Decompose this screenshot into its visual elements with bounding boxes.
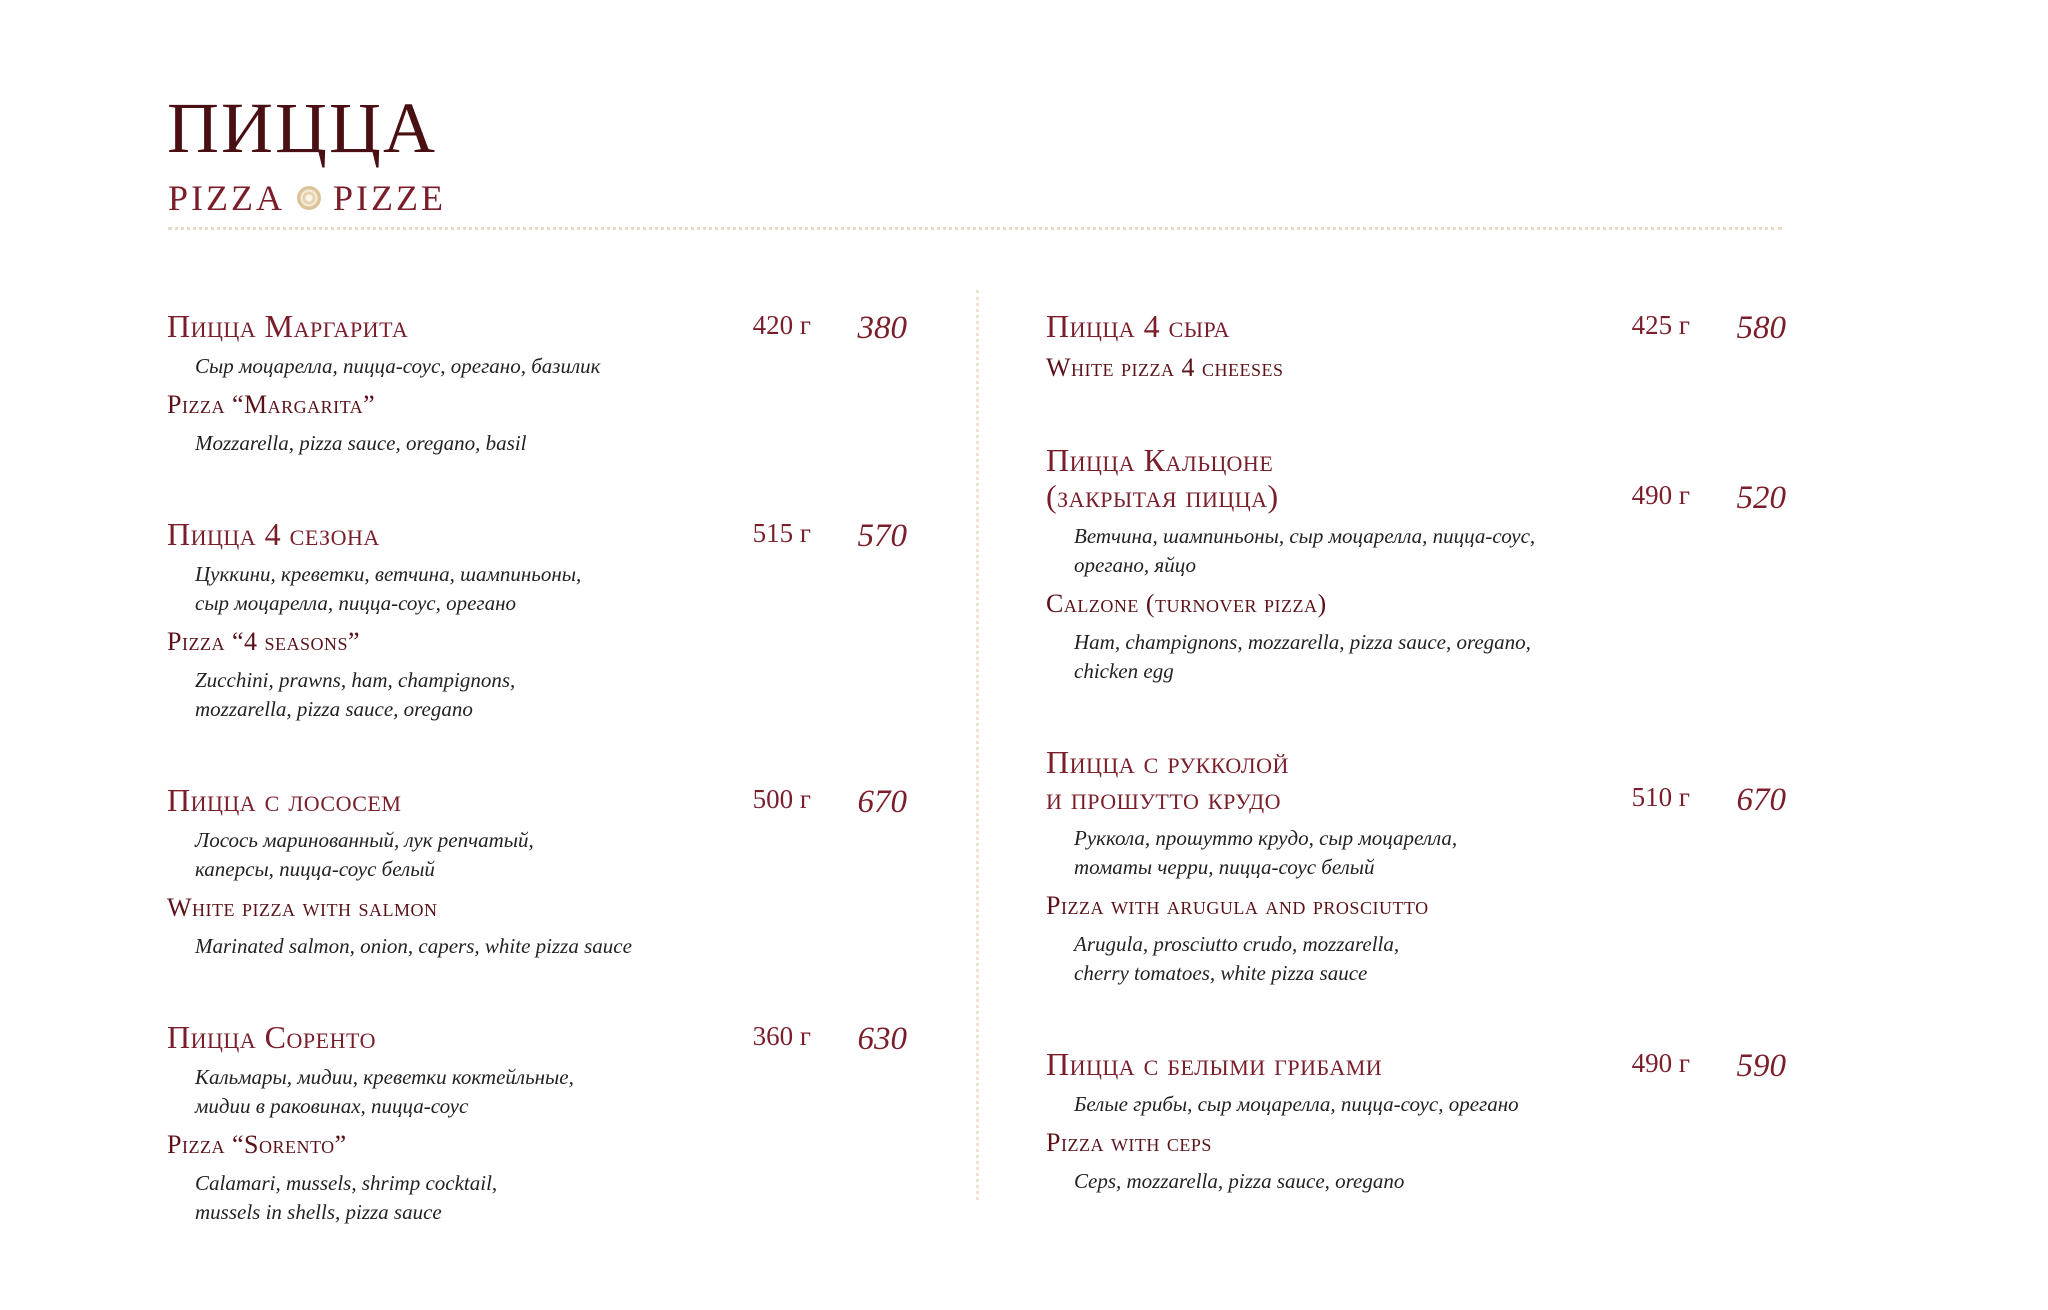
item-description-en-line: Ceps, mozzarella, pizza sauce, oregano <box>1074 1169 1405 1193</box>
item-description-ru-line: Лосось маринованный, лук репчатый, <box>195 828 534 852</box>
item-name-en: Pizza with ceps <box>1046 1128 1212 1157</box>
item-name-en: Pizza “4 seasons” <box>167 627 361 656</box>
item-description-ru <box>167 826 755 884</box>
item-name-ru-line: Пицца 4 сезона <box>167 516 380 552</box>
item-description-ru-line: сыр моцарелла, пицца-соус, орегано <box>195 591 517 615</box>
item-description-en-line: Zucchini, prawns, ham, champignons, <box>195 668 516 692</box>
menu-column-left <box>167 308 907 1227</box>
item-description-ru-line: Цуккини, креветки, ветчина, шампиньоны, <box>195 562 582 586</box>
item-description-ru-line: Сыр моцарелла, пицца-соус, орегано, базилик <box>195 354 601 378</box>
column-divider <box>976 290 979 1200</box>
item-name-ru <box>167 782 727 818</box>
item-description-ru <box>167 560 755 618</box>
item-price: 670 <box>1736 782 1786 818</box>
item-name-en: Pizza with arugula and prosciutto <box>1046 891 1429 920</box>
item-description-en-line: Marinated salmon, onion, capers, white pizza sauce <box>195 934 632 958</box>
item-description-en <box>1046 628 1634 686</box>
item-description-en-line: mussels in shells, pizza sauce <box>195 1200 442 1224</box>
menu-column-right <box>1046 308 1786 1196</box>
item-description-ru <box>1046 1090 1634 1119</box>
item-name-en: Calzone (turnover pizza) <box>1046 589 1327 618</box>
item-name-ru-line: (закрытая пицца) <box>1046 478 1279 514</box>
menu-item <box>1046 1046 1786 1196</box>
item-description-en-line: Ham, champignons, mozzarella, pizza sauce, oregano, <box>1074 630 1531 654</box>
item-name-ru <box>167 308 727 344</box>
ornament-icon <box>297 186 321 210</box>
item-description-ru-line: мидии в раковинах, пицца-соус <box>195 1094 469 1118</box>
item-description-ru <box>1046 522 1634 580</box>
item-name-en: White pizza 4 cheeses <box>1046 353 1284 382</box>
item-name-ru <box>1046 442 1606 514</box>
item-description-ru-line: Руккола, прошутто крудо, сыр моцарелла, <box>1074 826 1458 850</box>
item-description-en <box>167 1169 755 1227</box>
item-description-en-line: mozzarella, pizza sauce, oregano <box>195 697 473 721</box>
item-weight: 425 г <box>1631 310 1690 340</box>
item-description-ru <box>167 1063 755 1121</box>
item-description-en-line: chicken egg <box>1074 659 1174 683</box>
item-name-ru-line: Пицца Кальцоне <box>1046 442 1274 478</box>
subtitle-pizze: PIZZE <box>333 178 446 218</box>
item-description-en <box>167 666 755 724</box>
item-description-en-line: Calamari, mussels, shrimp cocktail, <box>195 1171 498 1195</box>
item-price: 520 <box>1736 480 1786 516</box>
item-name-en: White pizza with salmon <box>167 893 438 922</box>
item-name-ru <box>167 516 727 552</box>
item-name-ru-line: Пицца 4 сыра <box>1046 308 1230 344</box>
item-name-ru <box>1046 744 1606 816</box>
item-weight: 515 г <box>752 518 811 548</box>
item-description-en <box>167 932 755 961</box>
item-description-en-line: Arugula, prosciutto crudo, mozzarella, <box>1074 932 1400 956</box>
item-name-ru-line: Пицца Маргарита <box>167 308 409 344</box>
menu-item <box>167 516 907 724</box>
item-name-ru-line: Пицца с белыми грибами <box>1046 1046 1383 1082</box>
item-description-ru <box>167 352 755 381</box>
item-weight: 490 г <box>1631 480 1690 510</box>
item-description-ru-line: Кальмары, мидии, креветки коктейльные, <box>195 1065 574 1089</box>
item-description-en <box>1046 1167 1634 1196</box>
item-name-ru-line: Пицца с рукколой <box>1046 744 1289 780</box>
subtitle-pizza: PIZZA <box>168 178 285 218</box>
item-name-ru <box>1046 1046 1606 1082</box>
item-description-ru <box>1046 824 1634 882</box>
item-description-en-line: Mozzarella, pizza sauce, oregano, basil <box>195 431 527 455</box>
item-price: 670 <box>857 784 907 820</box>
item-name-en: Pizza “Margarita” <box>167 390 376 419</box>
item-name-ru <box>1046 308 1606 344</box>
item-name-ru-line: и прошутто крудо <box>1046 780 1282 816</box>
header-divider <box>168 227 1782 230</box>
item-weight: 510 г <box>1631 782 1690 812</box>
item-name-ru-line: Пицца Соренто <box>167 1019 376 1055</box>
item-price: 580 <box>1736 310 1786 346</box>
page-subtitle <box>168 180 446 216</box>
item-weight: 420 г <box>752 310 811 340</box>
item-description-en <box>167 429 755 458</box>
menu-item <box>1046 442 1786 686</box>
item-name-ru <box>167 1019 727 1055</box>
item-price: 590 <box>1736 1048 1786 1084</box>
item-name-ru-line: Пицца с лососем <box>167 782 402 818</box>
item-description-ru-line: Ветчина, шампиньоны, сыр моцарелла, пицца-соус, <box>1074 524 1536 548</box>
page-title: ПИЦЦА <box>167 88 437 168</box>
item-description-en-line: cherry tomatoes, white pizza sauce <box>1074 961 1368 985</box>
item-description-en <box>1046 930 1634 988</box>
item-price: 570 <box>857 518 907 554</box>
item-price: 380 <box>857 310 907 346</box>
item-description-ru-line: томаты черри, пицца-соус белый <box>1074 855 1375 879</box>
item-description-ru-line: орегано, яйцо <box>1074 553 1196 577</box>
menu-item <box>167 1019 907 1227</box>
item-weight: 490 г <box>1631 1048 1690 1078</box>
item-price: 630 <box>857 1021 907 1057</box>
item-weight: 500 г <box>752 784 811 814</box>
menu-item <box>1046 308 1786 384</box>
menu-item <box>1046 744 1786 988</box>
item-weight: 360 г <box>752 1021 811 1051</box>
item-description-ru-line: Белые грибы, сыр моцарелла, пицца-соус, орегано <box>1074 1092 1519 1116</box>
menu-item <box>167 782 907 961</box>
menu-item <box>167 308 907 458</box>
item-description-ru-line: каперсы, пицца-соус белый <box>195 857 435 881</box>
item-name-en: Pizza “Sorento” <box>167 1130 347 1159</box>
